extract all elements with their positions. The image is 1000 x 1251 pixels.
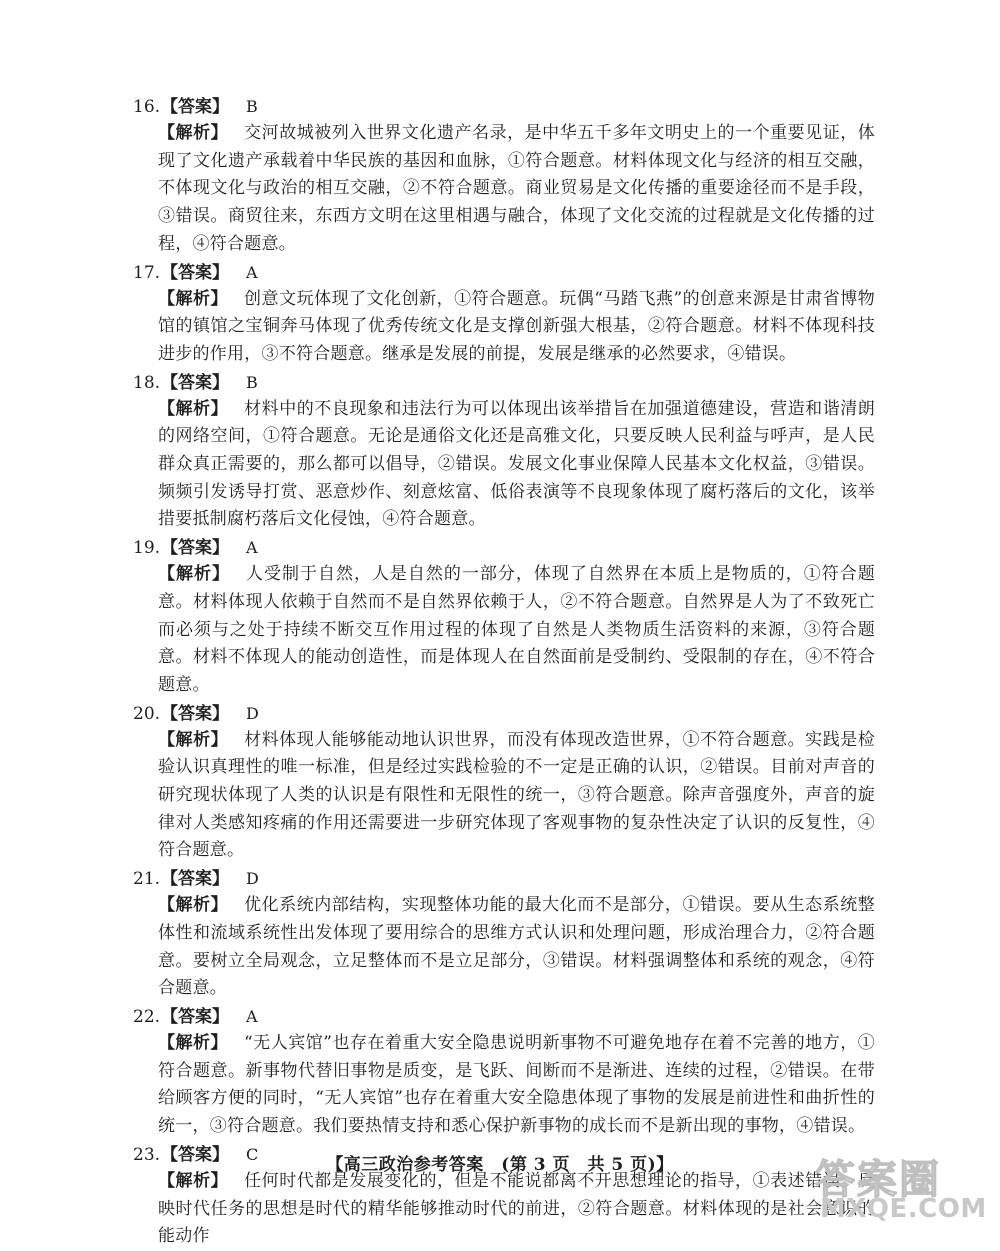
explanation xyxy=(133,892,875,1003)
question-17 xyxy=(133,259,875,369)
question-number: 17. xyxy=(133,262,161,283)
question-number: 19. xyxy=(133,538,161,559)
answer-line xyxy=(133,1003,875,1030)
explanation xyxy=(133,396,875,535)
answer-value: A xyxy=(246,262,258,282)
explanation-text: 交河故城被列入世界文化遗产名录，是中华五千多年文明史上的一个重要见证，体现了文化遗产承载着中华民族的基因和血脉，①符合题意。材料体现文化与经济的相互交融，不体现文化与政治的相互交融，②不符合题意。商业贸易是文化传播的重要途径而不是手段，③错误。商贸往来，东西方文明在这里相遇与融合，体现了文化交流的过程就是文化传播的过程，④符合题意。 xyxy=(158,123,876,254)
answer-line xyxy=(133,700,875,727)
question-22 xyxy=(133,1003,875,1141)
answer-value: D xyxy=(246,869,259,889)
explanation-label: 【解析】 xyxy=(158,895,229,916)
explanation xyxy=(133,727,875,866)
explanation-text: 材料中的不良现象和违法行为可以体现出该举措旨在加强道德建设，营造和谐清朗的网络空间，①符合题意。无论是通俗文化还是高雅文化，只要反映人民利益与呼声，是人民群众真正需要的，那么都可以倡导，②错误。发展文化事业保障人民基本文化权益，③错误。频频引发诱导打赏、恶意炒作、刻意炫富、低俗表演等不良现象体现了腐朽落后的文化，该举措要抵制腐朽落后文化侵蚀，④符合题意。 xyxy=(158,398,876,530)
question-number: 18. xyxy=(133,372,161,393)
question-19 xyxy=(133,534,875,700)
question-20 xyxy=(133,700,875,866)
answer-value: B xyxy=(246,372,258,392)
answer-label: 【答案】 xyxy=(161,703,230,724)
explanation-text: “无人宾馆”也存在着重大安全隐患说明新事物不可避免地存在着不完善的地方，①符合题意。新事物代替旧事物是质变，是飞跃、间断而不是渐进、连续的过程，②错误。在带给顾客方便的同时，“无人宾馆”也存在着重大安全隐患体现了事物的发展是前进性和曲折性的统一，③符合题意。我们要热情支持和悉心保护新事物的成长而不是新出现的事物，④错误。 xyxy=(158,1032,876,1137)
answer-items xyxy=(133,93,875,1251)
explanation-label: 【解析】 xyxy=(158,123,229,143)
question-number: 20. xyxy=(133,703,161,724)
answer-value: A xyxy=(246,538,258,558)
explanation-text: 人受制于自然，人是自然的一部分，体现了自然界在本质上是物质的，①符合题意。材料体现人依赖于自然而不是自然界依赖于人，②不符合题意。自然界是人为了不致死亡而必须与之处于持续不断交互作用过程的体现了自然是人类物质生活资料的来源，③符合题意。材料不体现人的能动创造性，而是体现人在自然面前是受制约、受限制的存在，④不符合题意。 xyxy=(158,564,876,695)
explanation-label: 【解析】 xyxy=(158,1032,229,1053)
answer-value: A xyxy=(246,1006,258,1026)
answer-value: D xyxy=(246,703,259,723)
answer-label: 【答案】 xyxy=(161,538,230,559)
answer-line xyxy=(133,534,875,561)
answer-label: 【答案】 xyxy=(161,1006,230,1027)
page-footer: 【高三政治参考答案 (第 3 页 共 5 页)】 xyxy=(326,1155,674,1175)
answer-line xyxy=(133,259,875,286)
explanation xyxy=(133,1030,875,1141)
question-21 xyxy=(133,865,875,1003)
explanation xyxy=(133,286,875,369)
explanation xyxy=(133,561,875,700)
explanation xyxy=(133,120,875,259)
question-number: 23. xyxy=(133,1144,161,1165)
answer-label: 【答案】 xyxy=(161,372,230,393)
watermark-logo-glyphs: 答案圈 xyxy=(815,1156,941,1203)
explanation xyxy=(133,1168,875,1251)
answer-line xyxy=(133,93,875,120)
watermark-logo xyxy=(800,1148,995,1230)
explanation-text: 优化系统内部结构，实现整体功能的最大化而不是部分，①错误。要从生态系统整体性和流域系统性出发体现了要用综合的思维方式认识和处理问题，形成治理合力，②符合题意。要树立全局观念，立足整体而不是立足部分，③错误。材料强调整体和系统的观念，④符合题意。 xyxy=(158,895,876,999)
answer-value: B xyxy=(246,97,258,116)
explanation-label: 【解析】 xyxy=(158,564,230,585)
question-16 xyxy=(133,93,875,259)
watermark-domain: MXQE.COM xyxy=(820,1194,987,1224)
answer-label: 【答案】 xyxy=(161,869,230,890)
question-number: 22. xyxy=(133,1006,161,1027)
explanation-text: 材料体现人能够能动地认识世界，而没有体现改造世界，①不符合题意。实践是检验认识真理性的唯一标准，但是经过实践检验的不一定是正确的认识，②错误。目前对声音的研究现状体现了人类的认识是有限性和无限性的统一，③符合题意。除声音强度外，声音的旋律对人类感知疼痛的作用还需要进一步研究体现了客观事物的复杂性决定了认识的反复性，④符合题意。 xyxy=(158,729,876,861)
answer-line xyxy=(133,865,875,892)
explanation-label: 【解析】 xyxy=(158,1170,229,1191)
explanation-label: 【解析】 xyxy=(158,398,229,419)
explanation-text: 任何时代都是发展变化的，但是不能说都离不开思想理论的指导，①表述错误。反映时代任务的思想是时代的精华能够推动时代的前进，②符合题意。材料体现的是社会意识的能动作 xyxy=(158,1170,876,1247)
explanation-label: 【解析】 xyxy=(158,288,229,309)
answer-label: 【答案】 xyxy=(161,1144,230,1165)
question-number: 16. xyxy=(133,97,161,117)
question-18 xyxy=(133,369,875,535)
question-number: 21. xyxy=(133,869,161,890)
answer-label: 【答案】 xyxy=(161,262,230,283)
explanation-text: 创意文玩体现了文化创新，①符合题意。玩偶“马踏飞燕”的创意来源是甘肃省博物馆的镇馆之宝铜奔马体现了优秀传统文化是支撑创新强大根基，②符合题意。材料不体现科技进步的作用，③不符合题意。继承是发展的前提，发展是继承的必然要求，④错误。 xyxy=(158,288,876,364)
answer-label: 【答案】 xyxy=(161,97,230,117)
answer-line xyxy=(133,369,875,396)
answer-value: C xyxy=(246,1144,259,1164)
explanation-label: 【解析】 xyxy=(158,729,229,750)
